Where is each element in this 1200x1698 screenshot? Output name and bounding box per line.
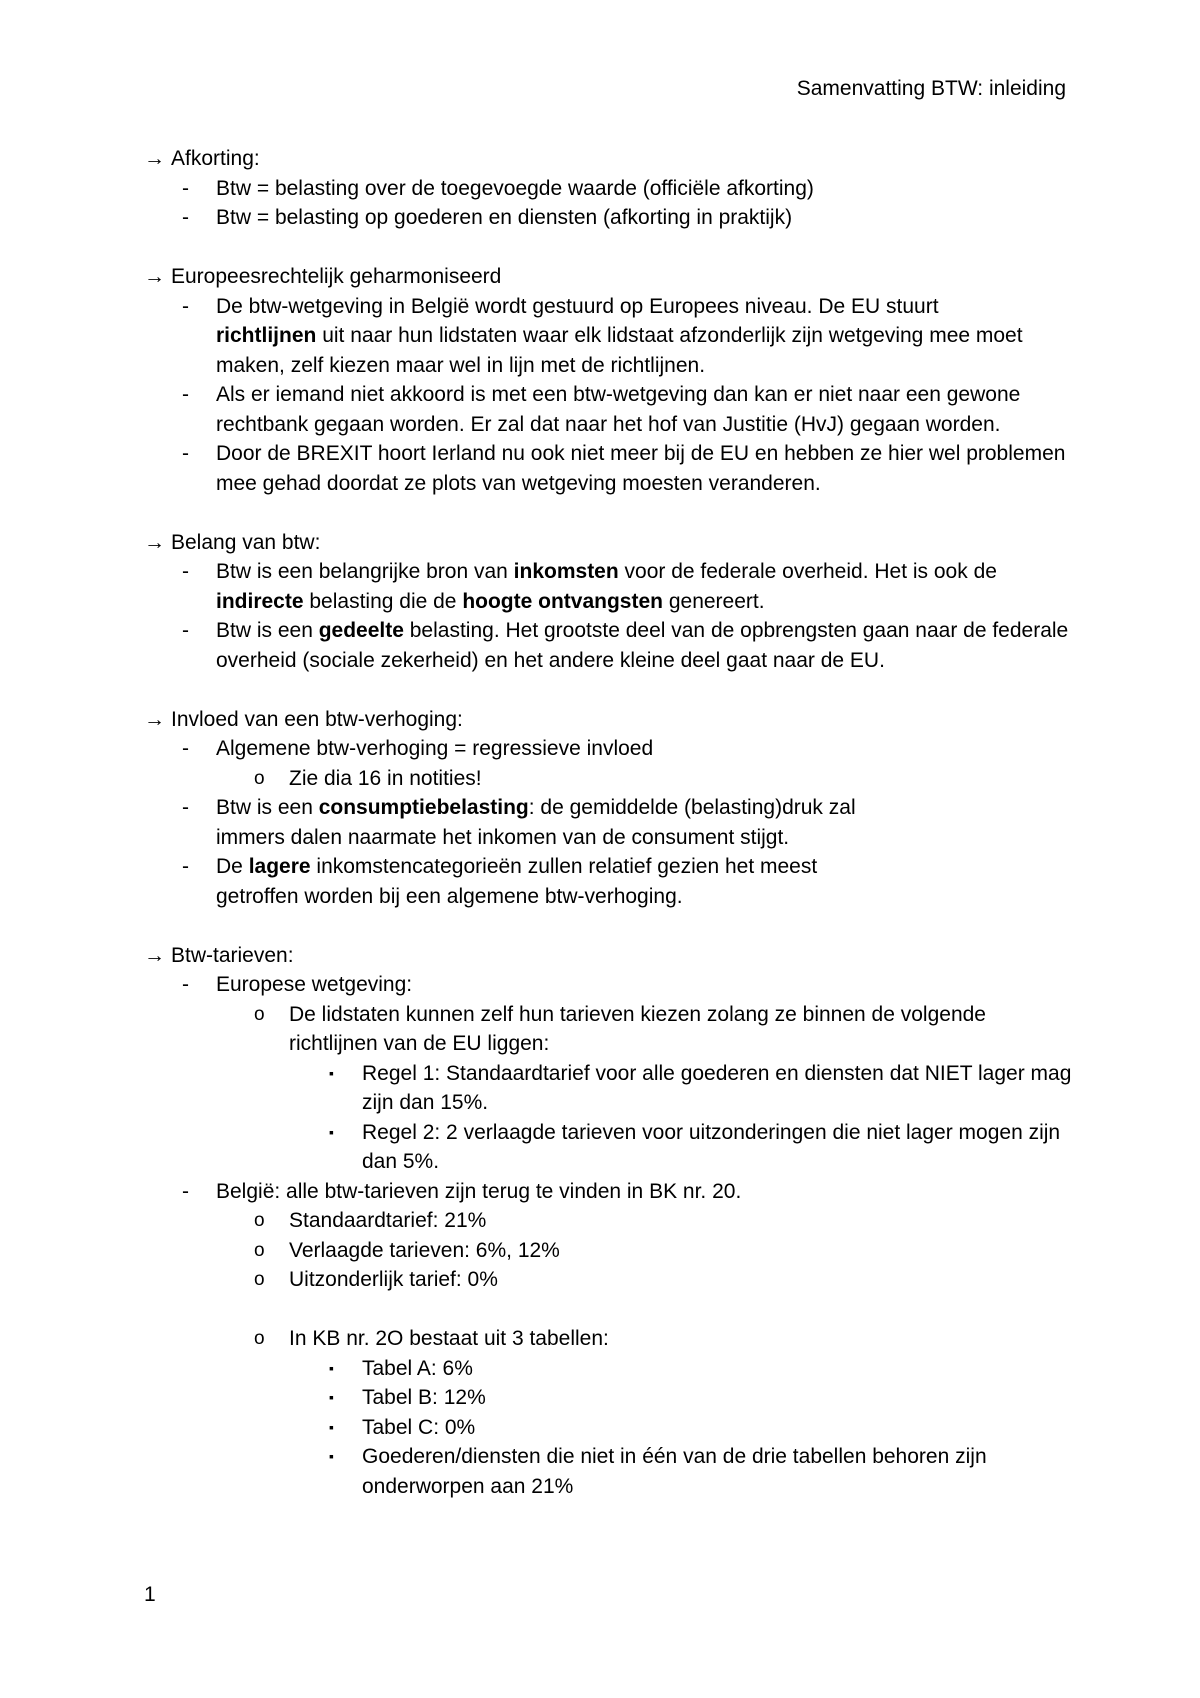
square-bullet: ▪	[329, 1064, 334, 1081]
section-heading: → Belang van btw:	[144, 528, 1074, 558]
list-item: - Btw is een gedeelte belasting. Het grootste deel van de opbrengsten gaan naar de federale overheid (sociale zekerheid) en het andere kleine deel gaat naar de EU.	[144, 616, 1074, 675]
arrow-icon: →	[144, 147, 165, 170]
square-bullet: ▪	[329, 1123, 334, 1140]
section-tarieven	[144, 941, 1074, 1502]
circle-bullet: o	[254, 1269, 265, 1290]
spacer	[144, 1295, 1074, 1325]
dash-bullet: -	[182, 737, 189, 760]
list-item: - Btw is een belangrijke bron van inkomsten voor de federale overheid. Het is ook de indirecte belasting die de hoogte ontvangsten genereert.	[144, 557, 1074, 616]
arrow-icon: →	[144, 530, 165, 554]
dash-bullet: -	[182, 855, 189, 878]
sub-list-item: o Uitzonderlijk tarief: 0%	[144, 1265, 1074, 1295]
sub-sub-list-item: ▪ Regel 2: 2 verlaagde tarieven voor uitzonderingen die niet lager mogen zijn dan 5%.	[144, 1118, 1074, 1177]
dash-bullet: -	[182, 560, 189, 583]
square-bullet: ▪	[329, 1448, 334, 1464]
sub-list-item: o De lidstaten kunnen zelf hun tarieven kiezen zolang ze binnen de volgende richtlijnen van de EU liggen:	[144, 1000, 1074, 1059]
circle-bullet: o	[254, 1210, 265, 1231]
list-item: - België: alle btw-tarieven zijn terug te vinden in BK nr. 20.	[144, 1177, 1074, 1207]
square-bullet: ▪	[329, 1389, 334, 1405]
list-item: - Btw = belasting over de toegevoegde waarde (officiële afkorting)	[144, 174, 1074, 204]
section-heading: → Invloed van een btw-verhoging:	[144, 705, 1074, 735]
sub-sub-list-item: ▪ Tabel C: 0%	[144, 1413, 1074, 1443]
list-item: - Btw = belasting op goederen en diensten (afkorting in praktijk)	[144, 203, 1074, 233]
arrow-icon: →	[144, 943, 165, 967]
section-invloed	[144, 705, 1074, 912]
section-europees	[144, 262, 1074, 498]
sub-sub-list-item: ▪ Tabel A: 6%	[144, 1354, 1074, 1384]
dash-bullet: -	[182, 176, 189, 200]
sub-list-item: o Verlaagde tarieven: 6%, 12%	[144, 1236, 1074, 1266]
list-item: - Door de BREXIT hoort Ierland nu ook niet meer bij de EU en hebben ze hier wel problemen mee gehad doordat ze plots van wetgeving moesten veranderen.	[144, 439, 1074, 498]
page-number: 1	[144, 1583, 156, 1606]
section-heading: → Btw-tarieven:	[144, 941, 1074, 971]
list-item: - De btw-wetgeving in België wordt gestuurd op Europees niveau. De EU stuurt richtlijnen uit naar hun lidstaten waar elk lidstaat afzonderlijk zijn wetgeving mee moet maken, zelf kiezen maar wel in lijn met de richtlijnen.	[144, 292, 1074, 381]
section-afkorting	[144, 144, 1074, 233]
sub-list-item: o Zie dia 16 in notities!	[144, 764, 1074, 794]
circle-bullet: o	[254, 1239, 265, 1261]
section-belang	[144, 528, 1074, 676]
list-item: - Europese wetgeving:	[144, 970, 1074, 1000]
sub-list-item: o Standaardtarief: 21%	[144, 1206, 1074, 1236]
sub-sub-list-item: ▪ Regel 1: Standaardtarief voor alle goederen en diensten dat NIET lager mag zijn dan 15%.	[144, 1059, 1074, 1118]
square-bullet: ▪	[329, 1359, 334, 1376]
list-item: - Btw is een consumptiebelasting: de gemiddelde (belasting)druk zal immers dalen naarmate het inkomen van de consument stijgt.	[144, 793, 1074, 852]
list-item: - De lagere inkomstencategorieën zullen relatief gezien het meest getroffen worden bij een algemene btw-verhoging.	[144, 852, 1074, 911]
square-bullet: ▪	[329, 1418, 334, 1435]
dash-bullet: -	[182, 1179, 189, 1203]
section-heading: → Afkorting:	[144, 144, 1074, 174]
arrow-icon: →	[144, 707, 165, 731]
section-heading: → Europeesrechtelijk geharmoniseerd	[144, 262, 1074, 292]
list-item: - Algemene btw-verhoging = regressieve invloed	[144, 734, 1074, 764]
dash-bullet: -	[182, 383, 189, 406]
circle-bullet: o	[254, 1003, 265, 1025]
dash-bullet: -	[182, 973, 189, 996]
circle-bullet: o	[254, 1328, 265, 1349]
dash-bullet: -	[182, 294, 189, 318]
dash-bullet: -	[182, 796, 189, 819]
arrow-icon: →	[144, 265, 165, 288]
sub-sub-list-item: ▪ Tabel B: 12%	[144, 1383, 1074, 1413]
dash-bullet: -	[182, 442, 189, 465]
circle-bullet: o	[254, 767, 265, 789]
document-body	[144, 144, 1074, 1501]
dash-bullet: -	[182, 619, 189, 642]
document-header-title: Samenvatting BTW: inleiding	[796, 77, 1066, 100]
dash-bullet: -	[182, 206, 189, 229]
sub-list-item: o In KB nr. 2O bestaat uit 3 tabellen:	[144, 1324, 1074, 1354]
list-item: - Als er iemand niet akkoord is met een btw-wetgeving dan kan er niet naar een gewone rechtbank gegaan worden. Er zal dat naar het hof van Justitie (HvJ) gegaan worden.	[144, 380, 1074, 439]
sub-sub-list-item: ▪ Goederen/diensten die niet in één van de drie tabellen behoren zijn onderworpen aan 21%	[144, 1442, 1074, 1501]
